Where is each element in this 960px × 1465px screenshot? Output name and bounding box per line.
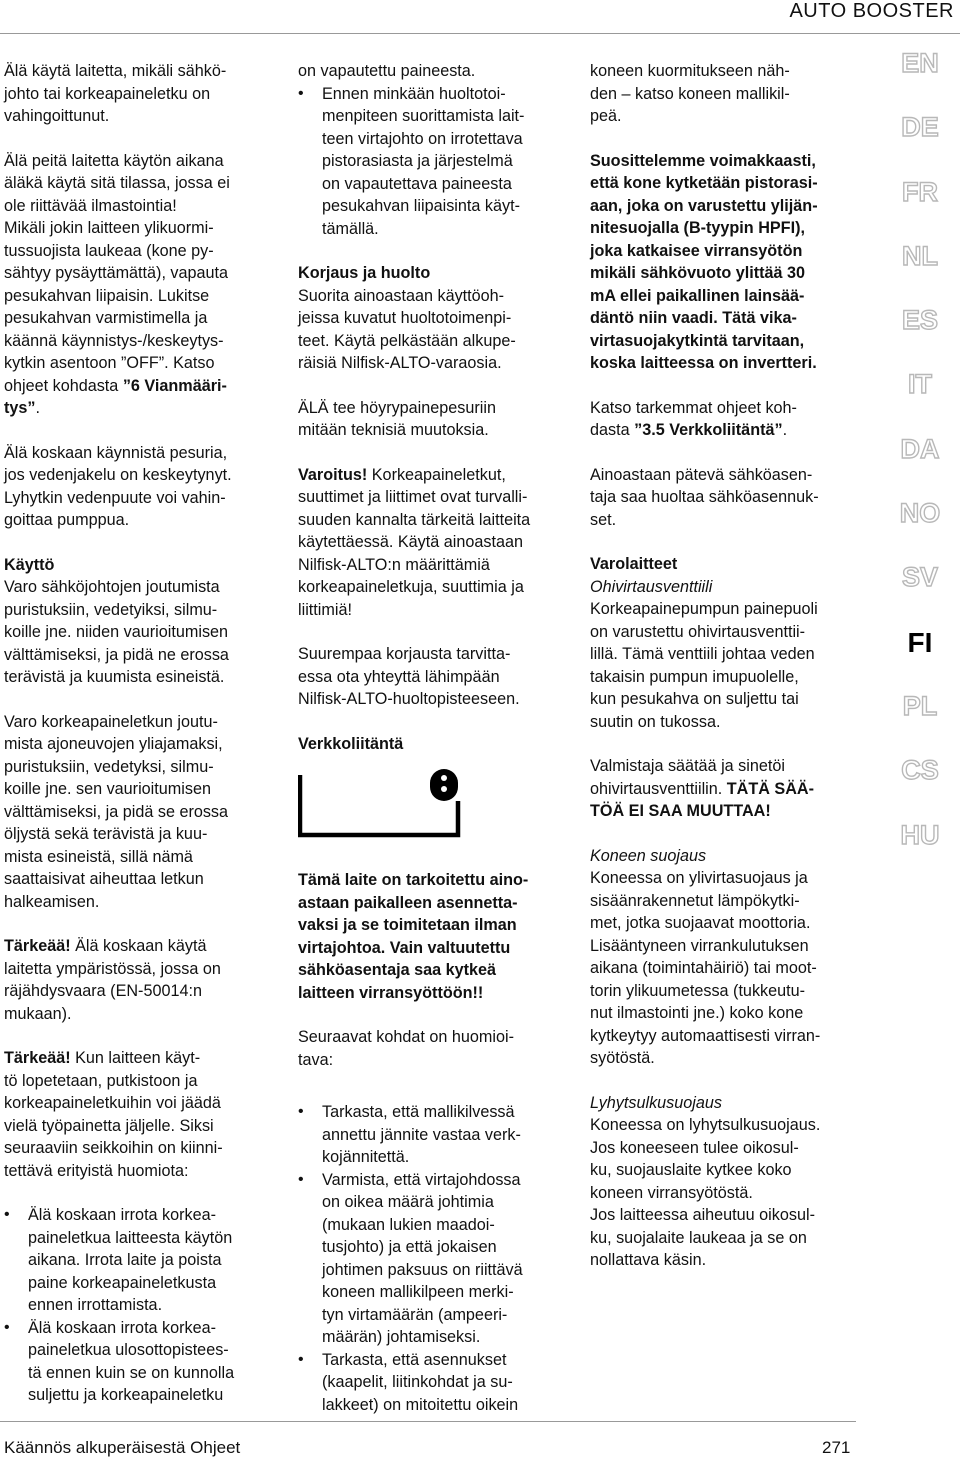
warning-label: Tärkeää!	[4, 1049, 71, 1067]
paragraph	[4, 150, 279, 420]
paragraph	[298, 464, 573, 622]
list-item: • Älä koskaan irrota korkea- paineletkua ulosottopistees- tä ennen kuin se on kunnolla suljettu ja korkeapaineletku	[4, 1317, 279, 1407]
language-tab-nl: NL	[902, 240, 938, 271]
paragraph: on vapautettu paineesta.	[298, 62, 476, 80]
warning-paragraph: Tämä laite on tarkoitettu aino- astaan paikalleen asennetta- vaksi ja se toimitetaan ilman virtajohtoa. Vain valtuutettu sähköasentaja saa kytkeä laitteen virransyöttöön!!	[298, 871, 529, 1002]
paragraph	[590, 755, 865, 823]
paragraph: Älä käytä laitetta, mikäli sähkö- johto tai korkeapaineletku on vahingoittunut.	[4, 62, 227, 125]
column-1	[4, 60, 279, 1407]
language-tab-fi-active: FI	[907, 626, 933, 658]
paragraph: Korkeapainepumpun painepuoli on varustettu ohivirtausventtii- lillä. Tämä venttiili johtaa veden takaisin pumpun imupuolelle, kun pesukahva on suljettu tai suutin on tukossa.	[590, 600, 818, 731]
warning-label: Tärkeää!	[4, 937, 71, 955]
paragraph: Suorita ainoastaan käyttöoh- jeissa kuvatut huoltotoimenpi- teet. Käytä pelkästään alkupe- räisiä Nilfisk-ALTO-varaosia.	[298, 286, 516, 372]
paragraph: Koneessa on ylivirtasuojaus ja sisäänrakennetut lämpökytki- met, jotka suojaavat moottoria. Lisääntyneen virrankulutuksen aikana (toimintahäiriö) tai moot- torin ylikuumetessa (tukkeutu- nut ilmastointi jne.) koko kone kytkeytyy automaattisesti virran- syötöstä.	[590, 869, 821, 1067]
footer-translation-note: Käännös alkuperäisestä Ohjeet	[4, 1438, 241, 1457]
column-3	[590, 60, 865, 1294]
page-header-title: AUTO BOOSTER	[789, 0, 954, 22]
list-item: • Tarkasta, että mallikilvessä annettu jännite vastaa verk- kojännitettä.	[298, 1101, 573, 1169]
paragraph: Seuraavat kohdat on huomioi- tava:	[298, 1028, 514, 1069]
language-tab-it: IT	[908, 369, 932, 400]
text: Älä peitä laitetta käytön aikana äläkä käytä sitä tilassa, jossa ei ole riittävää ilmastointia! Mikäli jokin laitteen ylikuormi- tussuojista laukeaa (kone py- sähtyy pysäyttämättä), vapauta pesukahvan liipaisin. Lukitse pesukahvan varmistimella ja käännä käynnistys-/keskeytys- kytkin asentoon ”OFF”. Katso ohjeet kohdasta	[4, 151, 230, 395]
recommendation-paragraph: Suosittelemme voimakkaasti, että kone kytketään pistorasi- aan, joka on varustettu ylijän- nitesuojalla (B-tyypin HPFI), joka katkaisee virransyötön mikäli sähkövuoto ylittää 30 mA ellei paikallinen lainsää- däntö niin vaadi. Tätä vika- virtasuojakytkintä tarvitaan, koska laitteessa on invertteri.	[590, 151, 818, 372]
section-heading-verkkoliitanta: Verkkoliitäntä	[298, 734, 404, 753]
list-item: • Tarkasta, että asennukset (kaapelit, liitinkohdat ja su- lakkeet) on mitoitettu oikein	[298, 1349, 573, 1417]
subheading-koneen-suojaus: Koneen suojaus	[590, 846, 707, 865]
bullet-list	[4, 1204, 279, 1407]
language-sidebar	[888, 48, 952, 884]
header-divider	[0, 33, 960, 34]
text: Katso tarkemmat ohjeet koh- dasta	[590, 398, 797, 439]
paragraph: ÄLÄ tee höyrypainepesuriin mitään teknisiä muutoksia.	[298, 398, 496, 439]
section-heading-korjaus: Korjaus ja huolto	[298, 264, 431, 282]
paragraph: Varo korkeapaineletkun joutu- mista ajoneuvojen yliajamaksi, puristuksiin, vedetyksi, silmu- koille jne. sen vaurioitumisen välttämiseksi, ja pidä se erossa öljystä sekä terävistä ja kuu- mista esineistä, sillä nämä saattaisivat aiheuttaa letkun halkeamisen.	[4, 712, 229, 911]
section-reference: ”6 Vianmääri- tys”	[4, 376, 227, 417]
text: Kun laitteen käyt- tö lopetetaan, putkistoon ja korkeapaineletkuihin voi jäädä vielä työpainetta jäljelle. Siksi seuraaviin seikkoihin on kiinni- tettävä erityistä huomiota:	[4, 1049, 223, 1180]
paragraph: koneen kuormitukseen näh- den – katso koneen mallikil- peä.	[590, 62, 790, 125]
bullet-list	[298, 1101, 573, 1416]
subheading-ohivirtausventtiili: Ohivirtausventtiili	[590, 577, 713, 596]
language-tab-sv: SV	[901, 562, 939, 593]
paragraph: Älä koskaan käynnistä pesuria, jos vedenjakelu on keskeytynyt. Lyhytkin vedenpuute voi vahin- goittaa pumppua.	[4, 443, 232, 529]
paragraph	[4, 935, 279, 1025]
section-heading-kaytto: Käyttö	[4, 555, 55, 574]
paragraph: Ainoastaan pätevä sähköasen- taja saa huoltaa sähköasennuk- set.	[590, 465, 819, 529]
list-item: • Ennen minkään huoltotoi- menpiteen suorittamista lait- teen virtajohto on irrotettava pistorasiasta ja järjestelmä on vapautettava paineesta pesukahvan liipaisinta käyt- tämällä.	[298, 83, 573, 241]
paragraph: Suurempaa korjausta tarvitta- essa ota yhteyttä lähimpään Nilfisk-ALTO-huoltopisteeseen.	[298, 645, 520, 708]
language-tab-hu: HU	[900, 819, 940, 850]
language-tab-de: DE	[901, 112, 939, 143]
language-tab-no: NO	[899, 498, 941, 529]
text: Valmistaja säätää ja sinetöi ohivirtausventtiilin.	[590, 757, 785, 798]
language-tab-fr: FR	[902, 176, 938, 207]
paragraph: Varo sähköjohtojen joutumista puristuksiin, vedetyiksi, silmu- koille jne. niiden vaurioitumisen välttämiseksi, ja pidä ne erossa terävistä ja kuumista esineistä.	[4, 578, 229, 686]
page-number: 271	[822, 1438, 851, 1457]
language-tab-pl: PL	[902, 690, 938, 721]
bullet-list	[298, 83, 573, 241]
language-tab-en: EN	[901, 48, 939, 78]
language-tab-es: ES	[901, 305, 939, 336]
text: Älä koskaan käytä laitetta ympäristössä, jossa on räjähdysvaara (EN-50014:n mukaan).	[4, 937, 221, 1023]
power-plug-icon	[298, 767, 468, 843]
column-2	[298, 60, 573, 1416]
subheading-lyhytsulkusuojaus: Lyhytsulkusuojaus	[590, 1093, 722, 1112]
language-tab-da: DA	[900, 433, 940, 464]
text: .	[35, 399, 40, 417]
text: Korkeapaineletkut, suuttimet ja liittimet ovat turvalli- suuden kannalta tärkeitä laitteita käytettäessä. Käytä ainoastaan Nilfisk-ALTO:n määrittämiä korkeapaineletkuja, suuttimia ja liittimiä!	[298, 465, 531, 619]
section-heading-varolaitteet: Varolaitteet	[590, 555, 678, 573]
footer-divider	[0, 1421, 856, 1422]
paragraph	[4, 1047, 279, 1182]
text: .	[782, 421, 788, 439]
warning-label: Varoitus!	[298, 465, 368, 484]
list-item: • Varmista, että virtajohdossa on oikea määrä johtimia (mukaan lukien maadoi- tusjohto) ja että jokaisen johtimen paksuus on riittävä koneen mallikilpeen merki- tyn virtamäärän (ampeeri- määrän) johtamiseksi.	[298, 1169, 573, 1349]
section-reference: ”3.5 Verkkoliitäntä”	[634, 421, 783, 439]
paragraph	[590, 397, 865, 442]
list-item: • Älä koskaan irrota korkea- paineletkua laitteesta käytön aikana. Irrota laite ja poista paine korkeapaineletkusta ennen irrottamista.	[4, 1204, 279, 1317]
language-tab-cs: CS	[901, 755, 939, 786]
warning-text: TÄTÄ SÄÄ- TÖÄ EI SAA MUUTTAA!	[590, 779, 814, 820]
paragraph: Koneessa on lyhytsulkusuojaus. Jos koneeseen tulee oikosul- ku, suojauslaite kytkee koko koneen virransyötöstä. Jos laitteessa aiheutuu oikosul- ku, suojalaite laukeaa ja se on nollattava käsin.	[590, 1116, 821, 1269]
